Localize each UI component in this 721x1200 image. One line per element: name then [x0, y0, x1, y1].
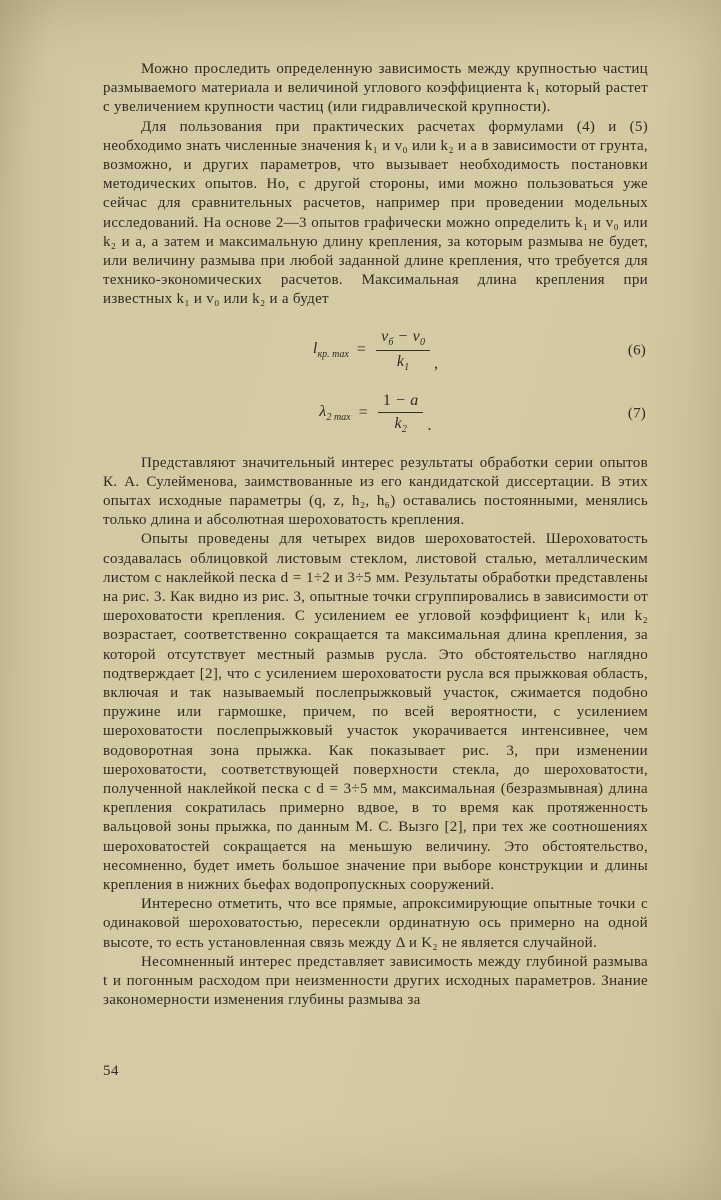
paragraph-5: Интересно отметить, что все прямые, апроксимирующие опытные точки с одинаковой шероховатостью, пересекли ординатную ось примерно на одной высоте, то есть установленная связь между Δ и K₂ не является случайной.	[103, 896, 648, 951]
equation-number-7: (7)	[627, 404, 646, 421]
eq6-num-sub1: б	[388, 336, 394, 348]
eq6-punctuation: ,	[433, 355, 439, 373]
equation-7-body	[319, 392, 431, 436]
eq6-den-sub: 1	[404, 362, 410, 374]
paragraph-3: Представляют значительный интерес результаты обработки серии опытов К. А. Сулейменова, заимствованные из его кандидатской диссертации. В этих опытах исходные параметры (q, z, h₂, h₆) оставались постоянными, менялись только длина и абсолютная шероховатость крепления.	[103, 454, 648, 529]
eq6-num-sub2: 0	[419, 336, 425, 348]
equation-6-body	[313, 328, 438, 374]
eq7-den-sub: 2	[401, 424, 407, 436]
eq6-lhs-var: l	[312, 340, 318, 358]
eq7-punctuation: .	[427, 417, 432, 435]
equals-sign: =	[358, 404, 368, 422]
equals-sign: =	[356, 341, 367, 359]
eq6-den-var: k	[396, 353, 405, 371]
equation-6	[103, 328, 648, 374]
equation-7	[103, 392, 648, 436]
eq7-den-var: k	[394, 415, 402, 433]
eq6-denominator	[392, 351, 414, 374]
eq6-lhs-subscript: кр. max	[317, 349, 349, 361]
minus-sign: −	[396, 391, 406, 409]
paragraph-2: Для пользования при практических расчетах формулами (4) и (5) необходимо знать численные значения k₁ и v₀ или k₂ и a в зависимости от грунта, возможно, и других параметров, что вызывает необходимость постановки методических опытов. Но, с другой стороны, ими можно пользоваться уже сейчас для сравнительных расчетов, например при проведении модельных исследований. На основе 2—3 опытов графически можно определить k₁ и v₀ или k₂ и a, а затем и максимальную длину крепления, за которым размыва не будет, или величину размыва при любой заданной длине крепления, что требуется для технико-экономических расчетов. Максимальная длина крепления при известных k₁ и v₀ или k₂ и a будет	[103, 118, 648, 308]
paragraph-6: Несомненный интерес представляет зависимость между глубиной размыва t и погонным расходом при неизменности других исходных параметров. Знание закономерности изменения глубины размыва за	[103, 953, 648, 1009]
eq7-fraction	[378, 392, 424, 436]
eq7-num-const: 1	[382, 391, 392, 409]
paragraph-1: Можно проследить определенную зависимость между крупностью частиц размываемого материала и величиной углового коэффициента k₁ который растет с увеличением крупности частиц (или гидравлической крупности).	[103, 61, 648, 116]
equation-number-6: (6)	[627, 342, 646, 359]
eq6-fraction	[376, 328, 430, 374]
eq7-num-var: a	[410, 391, 419, 409]
eq6-num-var2: v	[412, 327, 420, 345]
eq6-numerator	[376, 328, 430, 352]
eq6-left-hand-side	[313, 340, 349, 361]
eq7-lhs-var: λ	[319, 403, 327, 421]
eq7-left-hand-side	[319, 403, 350, 424]
text-column	[103, 60, 648, 1010]
eq6-num-var1: v	[381, 327, 389, 345]
page-number: 54	[103, 1063, 119, 1079]
minus-sign: −	[398, 327, 408, 345]
paragraph-4: Опыты проведены для четырех видов шероховатостей. Шероховатость создавалась облицовкой листовым стеклом, листовой сталью, металлическим листом с наклейкой песка d = 1÷2 и 3÷5 мм. Результаты обработки представлены на рис. 3. Как видно из рис. 3, опытные точки сгруппировались в зависимости от шероховатости крепления. С усилением ее угловой коэффициент k₁ или k₂ возрастает, соответственно сокращается та максимальная длина крепления, за которой отсутствует местный размыв русла. Это обстоятельство наглядно подтверждает [2], что с усилением шероховатости русла вся прыжковая область, включая и так называемый послепрыжковый участок, сжимается подобно пружине или гармошке, причем, по всей вероятности, с усилением шероховатости послепрыжковый участок укорачивается интенсивнее, чем водоворотная зона прыжка. Как показывает рис. 3, при изменении шероховатости, соответствующей поверхности стекла, до шероховатости, полученной наклейкой песка с d = 3÷5 мм, максимальная (безразмывная) длина крепления сократилась примерно вдвое, в то время как протяженность вальцовой зоны прыжка, по данным М. С. Вызго [2], при тех же соотношениях шероховатостей сокращается на меньшую величину. Это обстоятельство, несомненно, будет иметь большое значение при выборе конструкции и длины крепления в нижних бьефах водопропускных сооружений.	[103, 531, 648, 893]
eq7-lhs-subscript: 2 max	[326, 412, 351, 424]
eq7-denominator	[390, 413, 412, 436]
eq7-numerator	[378, 392, 424, 413]
